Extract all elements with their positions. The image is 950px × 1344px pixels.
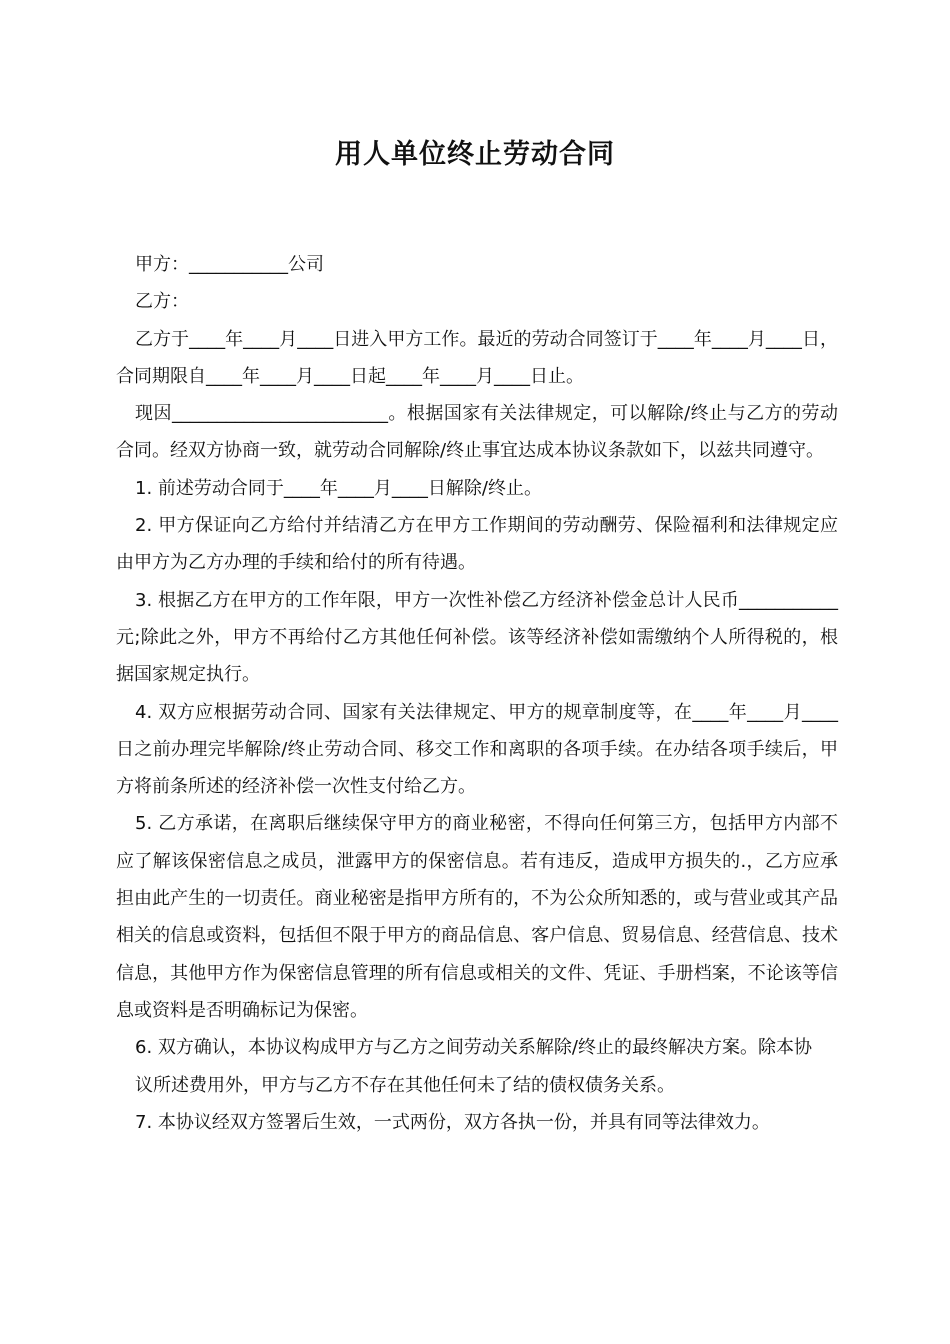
document-body bbox=[116, 246, 838, 1141]
clause-5: 5. 乙方承诺，在离职后继续保守甲方的商业秘密，不得向任何第三方，包括甲方内部不应了解该保密信息之成员，泄露甲方的保密信息。若有违反，造成甲方损失的.，乙方应承担由此产生的一切责任。商业秘密是指甲方所有的，不为公众所知悉的，或与营业或其产品相关的信息或资料，包括但不限于甲方的商品信息、客户信息、贸易信息、经营信息、技术信息，其他甲方作为保密信息管理的所有信息或相关的文件、凭证、手册档案，不论该等信息或资料是否明确标记为保密。 bbox=[116, 813, 838, 1021]
reason-paragraph: 现因________________________。根据国家有关法律规定，可以解除/终止与乙方的劳动合同。经双方协商一致，就劳动合同解除/终止事宜达成本协议条款如下，以兹共同遵守。 bbox=[116, 403, 838, 462]
clause-7: 7. 本协议经双方签署后生效，一式两份，双方各执一份，并具有同等法律效力。 bbox=[135, 1111, 770, 1133]
document-title: 用人单位终止劳动合同 bbox=[335, 139, 615, 170]
party-b-line: 乙方： bbox=[135, 291, 189, 313]
clause-6-continued: 议所述费用外，甲方与乙方不存在其他任何未了结的债权债务关系。 bbox=[135, 1074, 675, 1096]
clause-6: 6. 双方确认，本协议构成甲方与乙方之间劳动关系解除/终止的最终解决方案。除本协 bbox=[135, 1037, 812, 1059]
clause-3: 3. 根据乙方在甲方的工作年限，甲方一次性补偿乙方经济补偿金总计人民币___________元;除此之外，甲方不再给付乙方其他任何补偿。该等经济补偿如需缴纳个人所得税的，根据国家规定执行。 bbox=[116, 589, 838, 686]
clause-1: 1. 前述劳动合同于____年____月____日解除/终止。 bbox=[135, 477, 542, 499]
clause-2: 2. 甲方保证向乙方给付并结清乙方在甲方工作期间的劳动酬劳、保险福利和法律规定应由甲方为乙方办理的手续和给付的所有待遇。 bbox=[116, 515, 838, 574]
clause-4: 4. 双方应根据劳动合同、国家有关法律规定、甲方的规章制度等，在____年____月____日之前办理完毕解除/终止劳动合同、移交工作和离职的各项手续。在办结各项手续后，甲方将前条所述的经济补偿一次性支付给乙方。 bbox=[116, 701, 838, 798]
party-a-line: 甲方：___________公司 bbox=[135, 254, 324, 275]
employment-dates-paragraph: 乙方于____年____月____日进入甲方工作。最近的劳动合同签订于____年____月____日，合同期限自____年____月____日起____年____月____日止。 bbox=[116, 328, 838, 387]
